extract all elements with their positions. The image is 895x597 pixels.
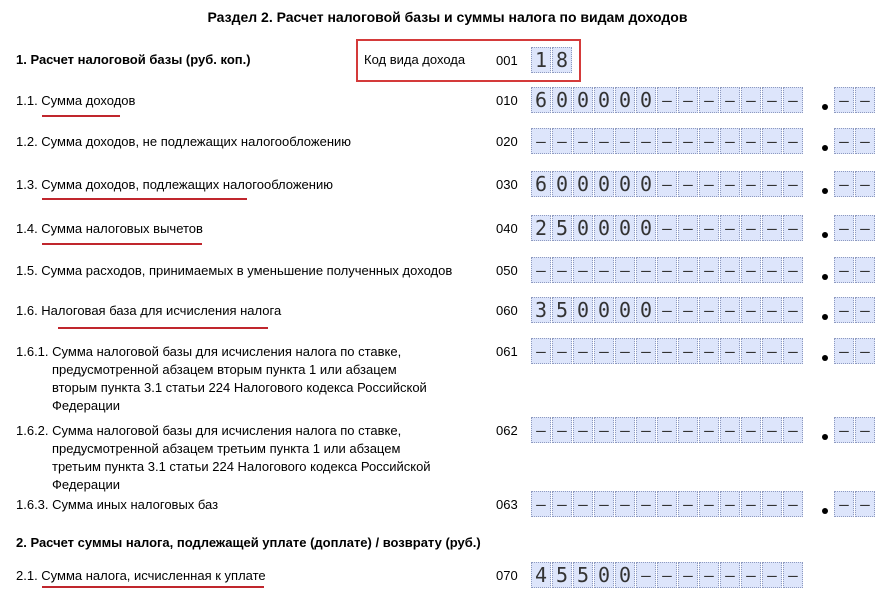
- digit-cell[interactable]: –: [531, 257, 551, 283]
- row-050-label: 1.5. Сумма расходов, принимаемых в уменьшение полученных доходов: [16, 263, 453, 278]
- digit-cell[interactable]: –: [720, 562, 740, 588]
- digit-cell[interactable]: –: [678, 338, 698, 364]
- row-020-rubles-field[interactable]: [531, 128, 804, 154]
- digit-cell[interactable]: 0: [594, 171, 614, 197]
- digit-cell[interactable]: 0: [636, 87, 656, 113]
- row-061-rubles-field[interactable]: [531, 338, 804, 364]
- row-010-label: 1.1. Сумма доходов: [16, 93, 136, 108]
- digit-cell[interactable]: 5: [552, 297, 572, 323]
- section-2-heading: 2. Расчет суммы налога, подлежащей уплате (доплате) / возврату (руб.): [16, 535, 481, 550]
- income-code-field[interactable]: [531, 47, 573, 73]
- digit-cell[interactable]: 0: [552, 87, 572, 113]
- digit-cell[interactable]: –: [531, 491, 551, 517]
- row-063-rubles-field[interactable]: [531, 491, 804, 517]
- row-050-code: 050: [496, 263, 518, 278]
- digit-cell[interactable]: –: [657, 417, 677, 443]
- digit-cell[interactable]: –: [678, 257, 698, 283]
- digit-cell[interactable]: –: [855, 171, 875, 197]
- highlight-underline: [42, 243, 202, 245]
- digit-cell[interactable]: –: [531, 128, 551, 154]
- digit-cell[interactable]: –: [855, 338, 875, 364]
- digit-cell[interactable]: –: [720, 257, 740, 283]
- digit-cell[interactable]: –: [783, 215, 803, 241]
- digit-cell[interactable]: 0: [594, 87, 614, 113]
- digit-cell[interactable]: –: [552, 491, 572, 517]
- digit-cell[interactable]: 5: [573, 562, 593, 588]
- row-010-rubles-field[interactable]: [531, 87, 804, 113]
- digit-cell[interactable]: 6: [531, 87, 551, 113]
- digit-cell[interactable]: –: [594, 338, 614, 364]
- row-061-code: 061: [496, 344, 518, 359]
- decimal-point: [822, 188, 828, 194]
- digit-cell[interactable]: 0: [615, 297, 635, 323]
- digit-cell[interactable]: 5: [552, 562, 572, 588]
- row-020-code: 020: [496, 134, 518, 149]
- digit-cell[interactable]: 0: [573, 215, 593, 241]
- digit-cell[interactable]: –: [834, 257, 854, 283]
- digit-cell[interactable]: –: [783, 257, 803, 283]
- digit-cell[interactable]: 3: [531, 297, 551, 323]
- digit-cell[interactable]: 0: [594, 215, 614, 241]
- row-020-label: 1.2. Сумма доходов, не подлежащих налогообложению: [16, 134, 352, 149]
- highlight-underline: [42, 586, 264, 588]
- digit-cell[interactable]: –: [636, 257, 656, 283]
- digit-cell[interactable]: –: [720, 417, 740, 443]
- digit-cell[interactable]: –: [657, 87, 677, 113]
- row-040-rubles-field[interactable]: [531, 215, 804, 241]
- digit-cell[interactable]: 0: [552, 171, 572, 197]
- highlight-underline: [58, 327, 268, 329]
- digit-cell[interactable]: –: [699, 128, 719, 154]
- digit-cell[interactable]: 2: [531, 215, 551, 241]
- digit-cell[interactable]: 0: [615, 87, 635, 113]
- row-040-kopecks-field[interactable]: [834, 215, 876, 241]
- decimal-point: [822, 104, 828, 110]
- row-060-code: 060: [496, 303, 518, 318]
- digit-cell[interactable]: –: [678, 417, 698, 443]
- digit-cell[interactable]: –: [834, 297, 854, 323]
- row-010-code: 010: [496, 93, 518, 108]
- digit-cell[interactable]: –: [762, 297, 782, 323]
- digit-cell[interactable]: –: [615, 417, 635, 443]
- digit-cell[interactable]: –: [741, 417, 761, 443]
- digit-cell[interactable]: –: [834, 491, 854, 517]
- digit-cell[interactable]: –: [573, 491, 593, 517]
- decimal-point: [822, 232, 828, 238]
- digit-cell[interactable]: –: [855, 417, 875, 443]
- digit-cell[interactable]: –: [678, 491, 698, 517]
- decimal-point: [822, 508, 828, 514]
- digit-cell[interactable]: –: [657, 491, 677, 517]
- digit-cell[interactable]: –: [552, 128, 572, 154]
- digit-cell[interactable]: –: [678, 87, 698, 113]
- row-070-code: 070: [496, 568, 518, 583]
- digit-cell[interactable]: –: [783, 87, 803, 113]
- digit-cell[interactable]: –: [762, 562, 782, 588]
- digit-cell[interactable]: –: [720, 297, 740, 323]
- row-070-field[interactable]: [531, 562, 804, 588]
- digit-cell[interactable]: –: [594, 491, 614, 517]
- digit-cell[interactable]: –: [678, 297, 698, 323]
- row-060-label: 1.6. Налоговая база для исчисления налога: [16, 303, 282, 318]
- digit-cell[interactable]: –: [552, 338, 572, 364]
- row-063-code: 063: [496, 497, 518, 512]
- row-030-code: 030: [496, 177, 518, 192]
- digit-cell[interactable]: 5: [552, 215, 572, 241]
- digit-cell[interactable]: –: [783, 562, 803, 588]
- digit-cell[interactable]: –: [573, 417, 593, 443]
- row-061-label-line: Федерации: [52, 398, 121, 413]
- highlight-underline: [42, 115, 120, 117]
- digit-cell[interactable]: –: [594, 257, 614, 283]
- digit-cell[interactable]: –: [834, 128, 854, 154]
- digit-cell[interactable]: 0: [573, 297, 593, 323]
- row-030-label: 1.3. Сумма доходов, подлежащих налогообложению: [16, 177, 333, 192]
- digit-cell[interactable]: –: [720, 491, 740, 517]
- digit-cell[interactable]: –: [783, 491, 803, 517]
- row-050-rubles-field[interactable]: [531, 257, 804, 283]
- digit-cell[interactable]: –: [762, 171, 782, 197]
- digit-cell[interactable]: –: [636, 338, 656, 364]
- digit-cell[interactable]: 0: [594, 297, 614, 323]
- digit-cell[interactable]: –: [762, 417, 782, 443]
- row-062-kopecks-field[interactable]: [834, 417, 876, 443]
- digit-cell[interactable]: 0: [636, 215, 656, 241]
- row-030-kopecks-field[interactable]: [834, 171, 876, 197]
- digit-cell[interactable]: –: [657, 215, 677, 241]
- decimal-point: [822, 274, 828, 280]
- digit-cell[interactable]: –: [678, 128, 698, 154]
- digit-cell[interactable]: –: [741, 491, 761, 517]
- row-062-label-line: предусмотренной абзацем третьим пункта 1 или абзацем: [52, 441, 401, 456]
- row-030-rubles-field[interactable]: [531, 171, 804, 197]
- row-020-kopecks-field[interactable]: [834, 128, 876, 154]
- digit-cell[interactable]: –: [657, 297, 677, 323]
- decimal-point: [822, 355, 828, 361]
- digit-cell[interactable]: –: [834, 87, 854, 113]
- digit-cell[interactable]: –: [573, 338, 593, 364]
- digit-cell[interactable]: –: [783, 338, 803, 364]
- digit-cell[interactable]: –: [720, 215, 740, 241]
- row-062-label-line: третьим пункта 3.1 статьи 224 Налогового кодекса Российской: [52, 459, 431, 474]
- row-060-kopecks-field[interactable]: [834, 297, 876, 323]
- digit-cell[interactable]: –: [699, 297, 719, 323]
- digit-cell[interactable]: –: [720, 338, 740, 364]
- income-code-digit[interactable]: 1: [531, 47, 551, 73]
- digit-cell[interactable]: –: [699, 215, 719, 241]
- highlight-underline: [42, 198, 247, 200]
- digit-cell[interactable]: –: [699, 417, 719, 443]
- digit-cell[interactable]: –: [855, 128, 875, 154]
- row-063-label: 1.6.3. Сумма иных налоговых баз: [16, 497, 219, 512]
- digit-cell[interactable]: –: [834, 417, 854, 443]
- digit-cell[interactable]: –: [762, 87, 782, 113]
- row-063-kopecks-field[interactable]: [834, 491, 876, 517]
- row-040-label: 1.4. Сумма налоговых вычетов: [16, 221, 203, 236]
- digit-cell[interactable]: –: [855, 87, 875, 113]
- digit-cell[interactable]: –: [834, 171, 854, 197]
- digit-cell[interactable]: –: [699, 171, 719, 197]
- digit-cell[interactable]: 6: [531, 171, 551, 197]
- digit-cell[interactable]: –: [699, 338, 719, 364]
- page-title: Раздел 2. Расчет налоговой базы и суммы налога по видам доходов: [207, 9, 688, 25]
- digit-cell[interactable]: –: [657, 562, 677, 588]
- income-code-label: Код вида дохода: [364, 52, 466, 67]
- row-061-label-line: 1.6.1. Сумма налоговой базы для исчисления налога по ставке,: [16, 344, 402, 359]
- digit-cell[interactable]: –: [699, 491, 719, 517]
- digit-cell[interactable]: –: [636, 128, 656, 154]
- digit-cell[interactable]: –: [855, 257, 875, 283]
- digit-cell[interactable]: –: [615, 338, 635, 364]
- digit-cell[interactable]: –: [741, 338, 761, 364]
- digit-cell[interactable]: –: [720, 171, 740, 197]
- row-061-label-line: предусмотренной абзацем вторым пункта 1 или абзацем: [52, 362, 397, 377]
- digit-cell[interactable]: –: [615, 128, 635, 154]
- digit-cell[interactable]: 0: [573, 171, 593, 197]
- digit-cell[interactable]: –: [594, 417, 614, 443]
- row-062-code: 062: [496, 423, 518, 438]
- digit-cell[interactable]: –: [762, 215, 782, 241]
- income-code-digit[interactable]: 8: [552, 47, 572, 73]
- digit-cell[interactable]: –: [855, 215, 875, 241]
- digit-cell[interactable]: –: [657, 128, 677, 154]
- digit-cell[interactable]: –: [741, 128, 761, 154]
- digit-cell[interactable]: –: [783, 417, 803, 443]
- decimal-point: [822, 434, 828, 440]
- digit-cell[interactable]: –: [741, 257, 761, 283]
- digit-cell[interactable]: –: [741, 171, 761, 197]
- decimal-point: [822, 314, 828, 320]
- digit-cell[interactable]: –: [720, 128, 740, 154]
- row-062-label-line: Федерации: [52, 477, 121, 492]
- digit-cell[interactable]: –: [699, 257, 719, 283]
- digit-cell[interactable]: 0: [615, 171, 635, 197]
- row-070-label: 2.1. Сумма налога, исчисленная к уплате: [16, 568, 266, 583]
- digit-cell[interactable]: –: [834, 338, 854, 364]
- section-1-heading: 1. Расчет налоговой базы (руб. коп.): [16, 52, 251, 67]
- income-code-number: 001: [496, 53, 518, 68]
- digit-cell[interactable]: –: [855, 491, 875, 517]
- row-061-label-line: вторым пункта 3.1 статьи 224 Налогового кодекса Российской: [52, 380, 427, 395]
- digit-cell[interactable]: –: [762, 491, 782, 517]
- digit-cell[interactable]: 4: [531, 562, 551, 588]
- digit-cell[interactable]: –: [552, 417, 572, 443]
- row-010-kopecks-field[interactable]: [834, 87, 876, 113]
- digit-cell[interactable]: –: [720, 87, 740, 113]
- digit-cell[interactable]: –: [741, 297, 761, 323]
- digit-cell[interactable]: –: [699, 562, 719, 588]
- row-062-rubles-field[interactable]: [531, 417, 804, 443]
- row-061-kopecks-field[interactable]: [834, 338, 876, 364]
- digit-cell[interactable]: 0: [594, 562, 614, 588]
- digit-cell[interactable]: –: [531, 338, 551, 364]
- digit-cell[interactable]: –: [699, 87, 719, 113]
- digit-cell[interactable]: 0: [636, 297, 656, 323]
- row-050-kopecks-field[interactable]: [834, 257, 876, 283]
- digit-cell[interactable]: –: [531, 417, 551, 443]
- digit-cell[interactable]: –: [762, 338, 782, 364]
- digit-cell[interactable]: –: [762, 257, 782, 283]
- digit-cell[interactable]: –: [741, 87, 761, 113]
- digit-cell[interactable]: –: [636, 417, 656, 443]
- digit-cell[interactable]: –: [783, 171, 803, 197]
- digit-cell[interactable]: –: [783, 128, 803, 154]
- digit-cell[interactable]: 0: [615, 215, 635, 241]
- digit-cell[interactable]: –: [657, 171, 677, 197]
- digit-cell[interactable]: –: [678, 215, 698, 241]
- digit-cell[interactable]: –: [636, 562, 656, 588]
- digit-cell[interactable]: 0: [636, 171, 656, 197]
- digit-cell[interactable]: –: [594, 128, 614, 154]
- digit-cell[interactable]: –: [552, 257, 572, 283]
- row-062-label-line: 1.6.2. Сумма налоговой базы для исчисления налога по ставке,: [16, 423, 402, 438]
- digit-cell[interactable]: –: [573, 128, 593, 154]
- digit-cell[interactable]: –: [741, 562, 761, 588]
- digit-cell[interactable]: –: [678, 171, 698, 197]
- digit-cell[interactable]: –: [615, 491, 635, 517]
- row-040-code: 040: [496, 221, 518, 236]
- decimal-point: [822, 145, 828, 151]
- digit-cell[interactable]: –: [741, 215, 761, 241]
- digit-cell[interactable]: –: [678, 562, 698, 588]
- digit-cell[interactable]: –: [657, 257, 677, 283]
- digit-cell[interactable]: –: [762, 128, 782, 154]
- digit-cell[interactable]: –: [783, 297, 803, 323]
- digit-cell[interactable]: –: [834, 215, 854, 241]
- digit-cell[interactable]: –: [855, 297, 875, 323]
- digit-cell[interactable]: –: [615, 257, 635, 283]
- digit-cell[interactable]: 0: [573, 87, 593, 113]
- digit-cell[interactable]: –: [636, 491, 656, 517]
- digit-cell[interactable]: –: [657, 338, 677, 364]
- row-060-rubles-field[interactable]: [531, 297, 804, 323]
- digit-cell[interactable]: 0: [615, 562, 635, 588]
- digit-cell[interactable]: –: [573, 257, 593, 283]
